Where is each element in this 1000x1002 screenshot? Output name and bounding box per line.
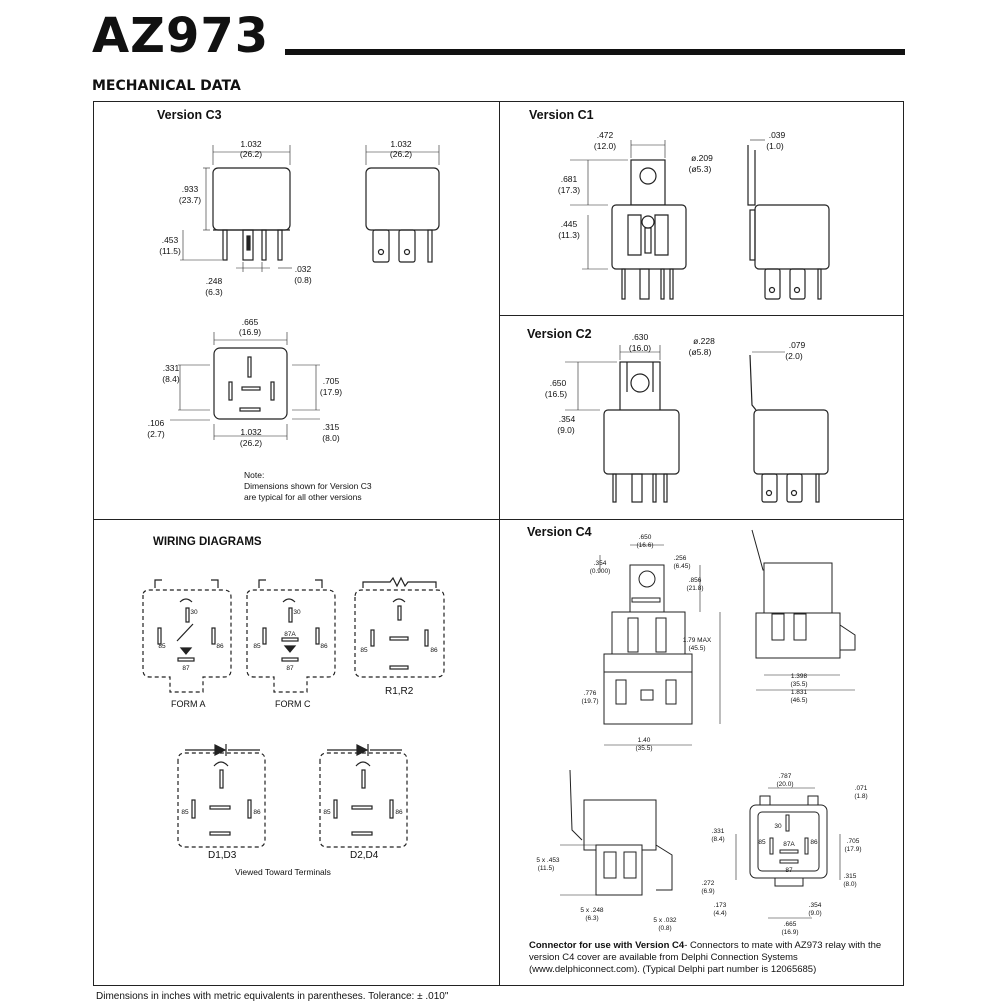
c4-d032-mm: (0.8) (658, 925, 672, 932)
c3-bottom-width-mm: (26.2) (239, 438, 263, 448)
c4-bottom-t85: 85 (758, 839, 766, 846)
wiring-r1r2 (355, 590, 444, 677)
c4-d272-mm: (6.9) (701, 888, 715, 895)
c4-d665-mm: (16.9) (781, 929, 799, 936)
c4-bottom-t87a: 87A (783, 841, 795, 848)
c1-h1-mm: (17.3) (557, 185, 581, 195)
d24-t86: 86 (395, 809, 403, 816)
c2-label: Version C2 (527, 327, 592, 341)
c4-d256-mm: (6.45) (673, 563, 691, 570)
c4-d248-in: 5 x .248 (580, 907, 604, 914)
wc-t87: 87 (286, 665, 294, 672)
c3-bottom-left2-mm: (2.7) (147, 429, 165, 439)
wiring-caption: Viewed Toward Terminals (235, 867, 331, 877)
c1-side-view (748, 140, 829, 299)
c2-hole-in: ø.228 (693, 336, 715, 346)
c4-bottom-t30: 30 (774, 823, 782, 830)
c4-d179-in: 1.79 MAX (682, 637, 712, 644)
c4-d650-in: .650 (638, 534, 652, 541)
d13-t86: 86 (253, 809, 261, 816)
wiring-d1d3 (178, 753, 265, 847)
wc-t30: 30 (293, 609, 301, 616)
c3-dim-pitch-mm: (6.3) (205, 287, 223, 297)
c2-h2-mm: (9.0) (557, 425, 575, 435)
d24-t85: 85 (323, 809, 331, 816)
section-heading: MECHANICAL DATA (92, 78, 241, 94)
c3-note-line2: are typical for all other versions (244, 492, 362, 502)
c2-h2-in: .354 (558, 414, 576, 424)
c3-bottom-right1-mm: (17.9) (319, 387, 343, 397)
c4-d248-mm: (6.3) (585, 915, 599, 922)
wiring-form-a (143, 590, 231, 692)
d1d3-caption: D1,D3 (208, 850, 237, 861)
wa-t30: 30 (190, 609, 198, 616)
c4-d705-mm: (17.9) (844, 846, 862, 853)
c3-side-width-mm: (26.2) (389, 149, 413, 159)
c3-label: Version C3 (157, 108, 222, 122)
c2-bracket-mm: (16.0) (628, 343, 652, 353)
wiring-d2d4-internals (327, 744, 402, 835)
c4-d665-in: .665 (783, 921, 797, 928)
c4-d787-mm: (20.0) (776, 781, 794, 788)
c3-dim-width-mm: (26.2) (239, 149, 263, 159)
c3-bottom-right2-in: .315 (322, 422, 340, 432)
r1r2-caption: R1,R2 (385, 686, 414, 697)
c4-d856-in: .856 (688, 577, 702, 584)
c3-side-width-in: 1.032 (390, 139, 412, 149)
c4-side-view (752, 530, 855, 690)
c4-d331-in: .331 (711, 828, 725, 835)
wc-t85: 85 (253, 643, 261, 650)
c4-connector-title: Connector for use with Version C4 (529, 940, 685, 951)
c4-d705-in: .705 (846, 838, 860, 845)
c4-d173-mm: (4.4) (713, 910, 727, 917)
c2-side-view (750, 352, 828, 502)
c4-d354-in: .354 (593, 560, 607, 567)
c1-thick-in: .039 (768, 130, 786, 140)
c3-bottom-width-in: 1.032 (240, 427, 262, 437)
c1-bracket-in: .472 (596, 130, 614, 140)
wa-t86: 86 (216, 643, 224, 650)
c3-note-line1: Dimensions shown for Version C3 (244, 481, 372, 491)
wiring-d1d3-internals (185, 744, 260, 835)
c4-label: Version C4 (527, 525, 592, 539)
c4-d354-mm: (0.900) (589, 568, 611, 575)
form-c-caption: FORM C (275, 699, 311, 709)
c2-thick-mm: (2.0) (785, 351, 803, 361)
c4-lower-side-view (560, 770, 672, 895)
wc-t86: 86 (320, 643, 328, 650)
c4-d315-mm: (8.0) (843, 881, 857, 888)
c4-d140-in: 1.40 (637, 737, 651, 744)
r-t85: 85 (360, 647, 368, 654)
c1-bracket-mm: (12.0) (593, 141, 617, 151)
c2-front-view (565, 345, 679, 502)
c3-dim-thick-mm: (0.8) (294, 275, 312, 285)
c4-d354b-mm: (9.0) (808, 910, 822, 917)
c3-dim-pin-len-mm: (11.5) (159, 246, 181, 256)
c3-dim-height-in: .933 (181, 184, 199, 194)
c3-bottom-left1-mm: (8.4) (162, 374, 180, 384)
c4-d1831-in: 1.831 (790, 689, 808, 696)
c4-d179-mm: (45.5) (688, 645, 706, 652)
form-a-caption: FORM A (171, 699, 206, 709)
c1-thick-mm: (1.0) (766, 141, 784, 151)
c3-bottom-left1-in: .331 (162, 363, 180, 373)
c4-bottom-t87: 87 (785, 867, 793, 874)
c2-thick-in: .079 (788, 340, 806, 350)
c4-d1831-mm: (46.5) (790, 697, 808, 704)
c4-connector-note (529, 940, 899, 976)
r-t86: 86 (430, 647, 438, 654)
c4-d071-mm: (1.8) (854, 793, 868, 800)
c4-d354b-in: .354 (808, 902, 822, 909)
c4-d856-mm: (21.8) (686, 585, 704, 592)
c4-d787-in: .787 (778, 773, 792, 780)
wiring-label: WIRING DIAGRAMS (153, 536, 262, 548)
c4-d1398-mm: (35.5) (790, 681, 808, 688)
c1-h2-in: .445 (560, 219, 578, 229)
c3-dim-width-in: 1.032 (240, 139, 262, 149)
c4-d140-mm: (35.5) (635, 745, 653, 752)
c4-d776-in: .776 (583, 690, 597, 697)
c3-bottom-top-mm: (16.9) (238, 327, 262, 337)
c3-bottom-right1-in: .705 (322, 376, 340, 386)
c4-d256-in: .256 (673, 555, 687, 562)
c4-d071-in: .071 (854, 785, 868, 792)
c1-hole-in: ø.209 (691, 153, 713, 163)
wiring-d2d4 (320, 753, 407, 847)
c2-h1-mm: (16.5) (544, 389, 568, 399)
c1-label: Version C1 (529, 108, 594, 122)
c4-bottom-view (736, 788, 840, 918)
c2-hole-mm: (ø5.8) (688, 347, 712, 357)
c4-d776-mm: (19.7) (581, 698, 599, 705)
c4-connector-text: - Connectors to mate with AZ973 relay with the version C4 cover are available from Delphi Connection Systems (www.delphiconnect.com). (Typical Delphi part number is 12065685) (529, 940, 882, 975)
c2-bracket-in: .630 (631, 332, 649, 342)
d13-t85: 85 (181, 809, 189, 816)
c3-side-view (366, 145, 439, 262)
c1-h2-mm: (11.3) (558, 230, 580, 240)
c4-d453-mm: (11.5) (537, 865, 555, 872)
c4-d453-in: 5 x .453 (536, 857, 560, 864)
c1-h1-in: .681 (560, 174, 578, 184)
c3-note-title: Note: (244, 470, 265, 480)
c3-front-view (180, 145, 292, 272)
c4-d315-in: .315 (843, 873, 857, 880)
c3-bottom-top-in: .665 (241, 317, 259, 327)
wc-t87a: 87A (284, 631, 296, 638)
c4-d032-in: 5 x .032 (653, 917, 677, 924)
c4-d272-in: .272 (701, 880, 715, 887)
c4-d331-mm: (8.4) (711, 836, 725, 843)
c3-dim-pitch-in: .248 (205, 276, 223, 286)
wiring-form-c-internals (259, 580, 322, 661)
c1-hole-mm: (ø5.3) (688, 164, 712, 174)
page-title: AZ973 (92, 8, 270, 64)
footer-note: Dimensions in inches with metric equivalents in parentheses. Tolerance: ± .010" (96, 991, 449, 1002)
c4-bottom-t86: 86 (810, 839, 818, 846)
c3-bottom-right2-mm: (8.0) (322, 433, 340, 443)
c4-d650-mm: (16.6) (636, 542, 654, 549)
c3-note (244, 470, 372, 503)
c3-dim-height-mm: (23.7) (178, 195, 202, 205)
c3-dim-pin-len-in: .453 (161, 235, 179, 245)
c4-d1398-in: 1.398 (790, 673, 808, 680)
d2d4-caption: D2,D4 (350, 850, 379, 861)
c3-dim-thick-in: .032 (294, 264, 312, 274)
wa-t87: 87 (182, 665, 190, 672)
c1-front-view (570, 140, 686, 299)
c3-bottom-left2-in: .106 (147, 418, 165, 428)
c2-h1-in: .650 (549, 378, 567, 388)
c4-d173-in: .173 (713, 902, 727, 909)
wa-t85: 85 (158, 643, 166, 650)
wiring-r1r2-internals (363, 578, 436, 669)
c3-bottom-view (170, 332, 320, 440)
